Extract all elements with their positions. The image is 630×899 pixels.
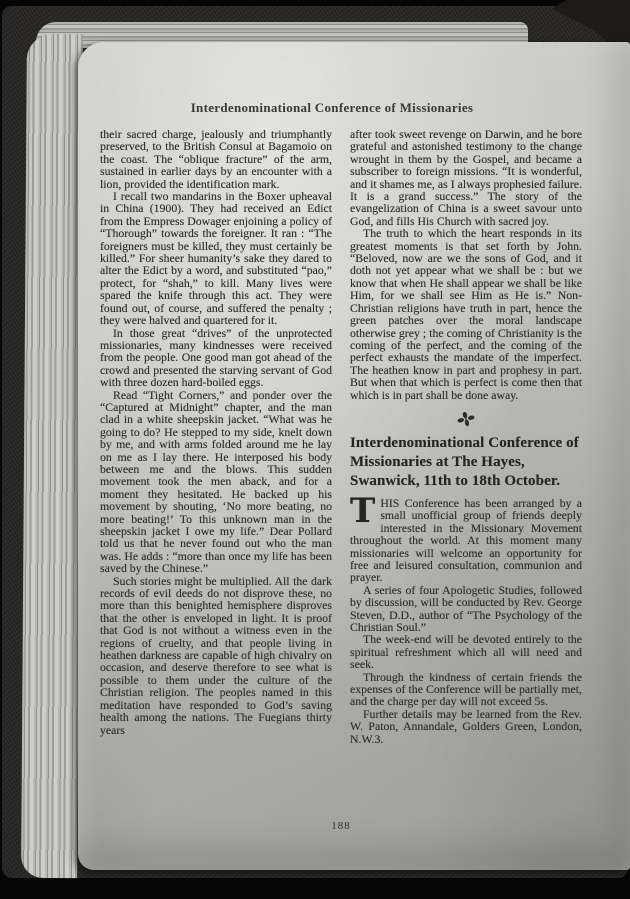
fleuron-ornament-icon: [350, 411, 582, 427]
paragraph: A series of four Apologetic Studies, followed by discussion, will be conducted by Rev. George Steven, D.D., author of “The Psychology of the Christian Soul.”: [350, 582, 582, 634]
paragraph: Read “Tight Corners,” and ponder over the “Captured at Midnight” chapter, and the man clad in a white sheepskin jacket. “What was he going to do? He stepped to my side, knelt down by me, and with arms folded around me he lay on me as I lay there. He interposed his body between me and the blows. This sudden movement took the men aback, and for a moment they hesitated. He backed up his movement by shouting, ‘No more beating, no more beating!’ To this unknown man in the sheepskin jacket I owe my life.” Dear Pollard told us that he never found out who the man was. He adds : “more than once my life has been saved by the Chinese.”: [100, 387, 332, 576]
paragraph: Further details may be learned from the Rev. W. Paton, Annandale, Golders Green, London, N.W.3.: [350, 706, 582, 746]
right-column-top: [350, 128, 582, 401]
paragraph: In those great “drives” of the unprotected missionaries, many kindnesses were received from the people. One good man got ahead of the crowd and presented the starving servant of God with three dozen hard-boiled eggs.: [100, 325, 332, 390]
paragraph: I recall two mandarins in the Boxer upheaval in China (1900). They had received an Edict from the Empress Dowager enjoining a policy of “Thorough” towards the foreigner. It ran : “The foreigners must be killed, they must certainly be killed.” For sheer humanity’s sake they dared to alter the Edict by a word, and substituted “pao,” protect, for “shah,” to kill. Many lives were spared the knife through this act. They were found out, of course, and suffered the penalty ; they were halved and quartered for it.: [100, 189, 332, 328]
paragraph: Through the kindness of certain friends the expenses of the Conference will be partially met, and the charge per day will not exceed 5s.: [350, 669, 582, 709]
paragraph: The week-end will be devoted entirely to the spiritual refreshment which all will need and seek.: [350, 632, 582, 672]
left-column: [100, 128, 332, 824]
drop-cap: T: [350, 490, 376, 531]
paragraph: after took sweet revenge on Darwin, and he bore grateful and astonished testimony to the change wrought in them by the Gospel, and became a subscriber to foreign missions. “It is wonderful, and it shames me, as I always prophesied failure. It is a grand success.” The story of the evangelization of China is a sweet savour unto God, and fills His Church with sacred joy.: [350, 128, 582, 228]
page-number: 188: [331, 820, 351, 832]
paragraph: their sacred charge, jealously and triumphantly preserved, to the British Consul at Bagamoio on the coast. The “oblique fracture” of the arm, sustained in earlier days by an encounter with a lion, provided the identification mark.: [100, 128, 332, 191]
book-page: [78, 42, 630, 870]
page-stack-left-edges: [21, 34, 83, 878]
page-body: [100, 128, 582, 824]
article-paragraphs: [350, 584, 582, 745]
paragraph: Such stories might be multiplied. All the dark records of evil deeds do not disprove these, no more than this benighted hemisphere disproves that the other is enveloped in light. It is proof that God is not without a witness even in the regions of cruelty, and that people living in heathen darkness are capable of high chivalry on occasion, and deserve therefore to see what is possible to them under the culture of the Christian religion. The peoples named in this meditation have responded to God’s saving health among the nations. The Fuegians thirty years: [100, 573, 332, 737]
paragraph: The truth to which the heart responds in its greatest moments is that set forth by John. “Beloved, now are we the sons of God, and it doth not yet appear what we shall be : but we know that when He shall appear we shall be like Him, for we shall see Him as He is.” Non-Christian religions have truth in part, hence the green patches over the moral landscape otherwise grey ; the coming of Christianity is the coming of the perfect, and the coming of the perfect exhausts the mandate of the imperfect. The heathen know in part and prophesy in part. But when that which is perfect is come then that which is in part shall be done away.: [350, 226, 582, 402]
right-column: [350, 128, 582, 824]
running-head: Interdenominational Conference of Missionaries: [190, 100, 474, 115]
article-opening-paragraph: [350, 490, 582, 585]
article-opening-text: HIS Conference has been arranged by a small unofficial group of friends deeply interested in the Missionary Movement throughout the world. At this moment many missionaries will welcome an opportunity for free and leisured consultation, communion and prayer.: [350, 495, 582, 585]
article-heading: Interdenominational Conference of Missionaries at The Hayes, Swanwick, 11th to 18th October.: [350, 434, 579, 489]
